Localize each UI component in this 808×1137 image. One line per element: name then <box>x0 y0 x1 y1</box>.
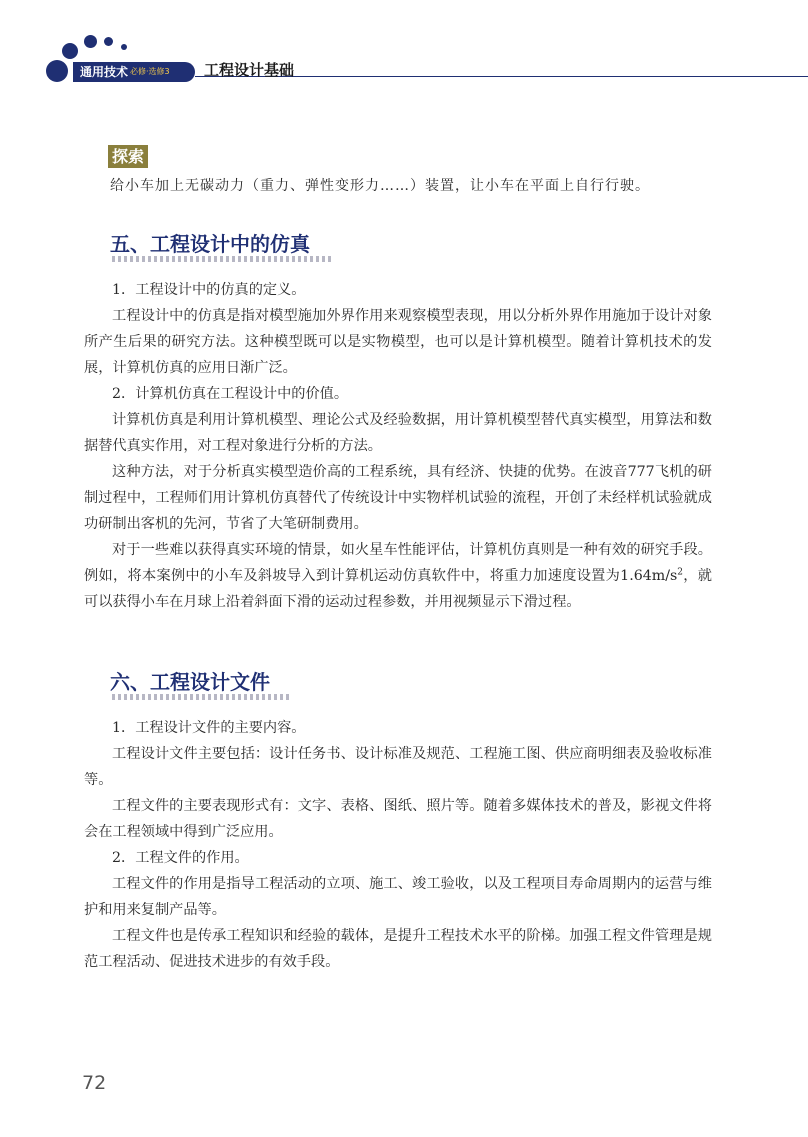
decor-dot-small <box>121 44 127 50</box>
paragraph: 1．工程设计文件的主要内容。 <box>112 720 306 736</box>
paragraph-gravity-setting <box>84 537 712 615</box>
decor-dot <box>62 43 78 59</box>
section-title-simulation: 五、工程设计中的仿真 <box>110 232 310 256</box>
paragraph: 这种方法，对于分析真实模型造价高的工程系统，具有经济、快捷的优势。在波音777飞机的研制过程中，工程师们用计算机仿真替代了传统设计中实物样机试验的流程，开创了未经样机试验就成功研制出客机的先河，节省了大笔研制费用。 <box>84 464 712 532</box>
section-divider <box>112 694 290 700</box>
paragraph: 工程文件的作用是指导工程活动的立项、施工、竣工验收，以及工程项目寿命周期内的运营与维护和用来复制产品等。 <box>84 876 712 918</box>
paragraph: 2．工程文件的作用。 <box>112 850 249 866</box>
paragraph: 2．计算机仿真在工程设计中的价值。 <box>112 386 349 402</box>
paragraph-text-b: ，就可以获得小车在月球上沿着斜面下滑的运动过程参数，并用视频显示下滑过程。 <box>84 568 712 610</box>
section-title-design-documents: 六、工程设计文件 <box>110 670 270 694</box>
paragraph: 工程文件的主要表现形式有：文字、表格、图纸、照片等。随着多媒体技术的普及，影视文件将会在工程领域中得到广泛应用。 <box>84 798 712 840</box>
section-divider <box>112 256 332 262</box>
series-title: 通用技术 <box>80 65 129 79</box>
paragraph: 1．工程设计中的仿真的定义。 <box>112 282 306 298</box>
series-tag: 必修·选修3 <box>130 67 170 76</box>
paragraph: 计算机仿真是利用计算机模型、理论公式及经验数据，用计算机模型替代真实模型，用算法和数据替代真实作用，对工程对象进行分析的方法。 <box>84 412 712 454</box>
paragraph: 工程设计文件主要包括：设计任务书、设计标准及规范、工程施工图、供应商明细表及验收标准等。 <box>84 746 712 788</box>
explore-label: 探索 <box>108 145 148 168</box>
book-title: 工程设计基础 <box>204 61 295 79</box>
decor-dot <box>104 37 113 46</box>
superscript: 2 <box>677 567 683 578</box>
paragraph: 工程文件也是传承工程知识和经验的载体，是提升工程技术水平的阶梯。加强工程文件管理是规范工程活动、促进技术进步的有效手段。 <box>84 928 712 970</box>
page-number: 72 <box>82 1072 107 1094</box>
explore-text: 给小车加上无碳动力（重力、弹性变形力……）装置，让小车在平面上自行行驶。 <box>110 178 650 194</box>
paragraph-text-a: 对于一些难以获得真实环境的情景，如火星车性能评估，计算机仿真则是一种有效的研究手段。例如，将本案例中的小车及斜坡导入到计算机运动仿真软件中，将重力加速度设置为1.64m/s <box>84 542 712 584</box>
decor-dot-large <box>46 60 68 82</box>
paragraph: 工程设计中的仿真是指对模型施加外界作用来观察模型表现，用以分析外界作用施加于设计对象所产生后果的研究方法。这种模型既可以是实物模型，也可以是计算机模型。随着计算机技术的发展，计算机仿真的应用日渐广泛。 <box>84 308 712 376</box>
page-header <box>0 0 808 100</box>
decor-dot <box>84 35 97 48</box>
